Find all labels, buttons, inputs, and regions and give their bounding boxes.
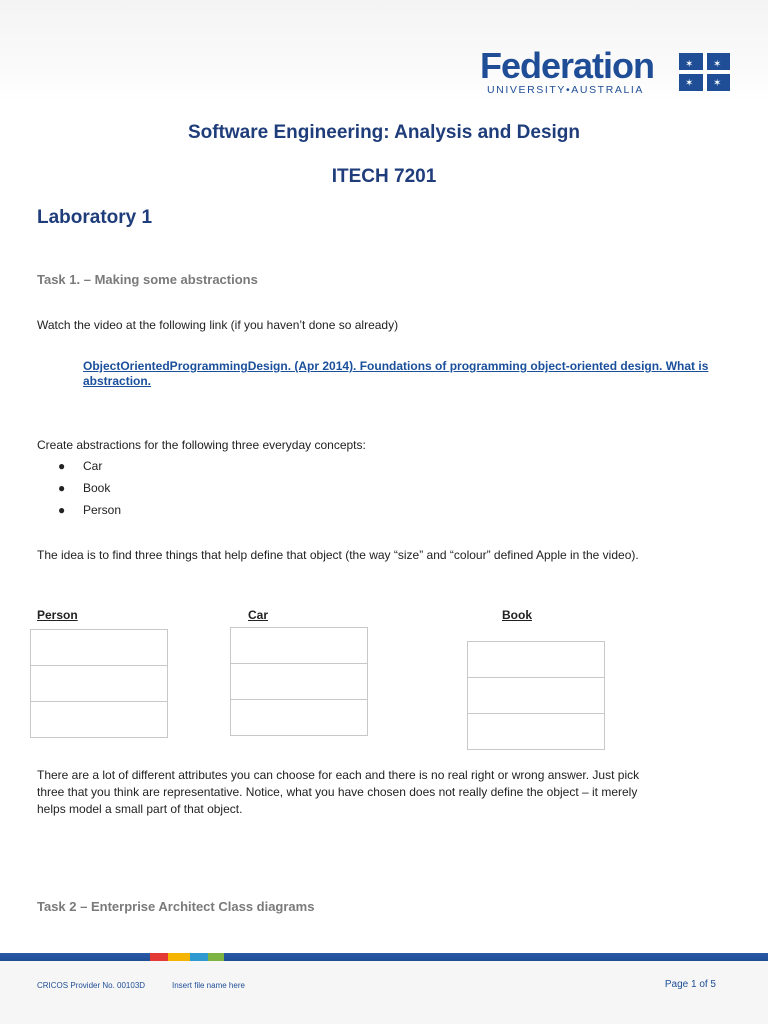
attribute-cell[interactable]: [468, 714, 604, 749]
bullet-icon: ●: [58, 503, 66, 517]
footer-accent: [168, 953, 190, 961]
svg-text:✶: ✶: [685, 78, 694, 89]
course-code: ITECH 7201: [331, 166, 437, 187]
person-column-label: Person: [37, 608, 78, 622]
footer-accent: [208, 953, 224, 961]
svg-text:✶: ✶: [713, 59, 722, 70]
file-name-placeholder: Insert file name here: [172, 981, 245, 990]
idea-paragraph: The idea is to find three things that help define that object (the way “size” and “colour” defined Apple in the video).: [37, 548, 639, 562]
attribute-cell[interactable]: [31, 702, 167, 737]
logo-wordmark: Federation: [480, 45, 655, 86]
svg-text:✶: ✶: [685, 59, 694, 70]
page-number: Page 1 of 5: [664, 979, 716, 990]
cricos-number: CRICOS Provider No. 00103D: [37, 981, 146, 990]
book-column-label: Book: [502, 608, 532, 622]
attribute-cell[interactable]: [231, 664, 367, 700]
book-attributes-table: [467, 641, 605, 750]
svg-text:✶: ✶: [713, 78, 722, 89]
footer-band: [0, 961, 768, 1024]
task1-intro: Watch the video at the following link (if you haven’t done so already): [37, 318, 399, 332]
footer-accent: [190, 953, 208, 961]
logo-flag-icon: [679, 53, 730, 91]
car-column-label: Car: [248, 608, 269, 622]
attribute-cell[interactable]: [468, 678, 604, 714]
concepts-intro: Create abstractions for the following three everyday concepts:: [37, 438, 366, 452]
attribute-cell[interactable]: [31, 666, 167, 702]
attributes-note: There are a lot of different attributes you can choose for each and there is no real right or wrong answer. Just pick three that you think are representative. Notice, what you have chosen does not really define the object – it merely helps model a small part of that object.: [37, 768, 640, 816]
video-reference-link[interactable]: ObjectOrientedProgrammingDesign. (Apr 2014). Foundations of programming object-oriented design. What is abstraction.: [83, 359, 709, 388]
footer-bar: [0, 953, 768, 961]
footer-accent: [150, 953, 168, 961]
attribute-cell[interactable]: [231, 628, 367, 664]
logo-subtitle: UNIVERSITY•AUSTRALIA: [487, 84, 645, 96]
attribute-cell[interactable]: [31, 630, 167, 666]
attribute-cell[interactable]: [468, 642, 604, 678]
car-attributes-table: [230, 627, 368, 736]
bullet-icon: ●: [58, 481, 66, 495]
person-attributes-table: [30, 629, 168, 738]
task2-heading: Task 2 – Enterprise Architect Class diagrams: [37, 899, 315, 914]
attribute-cell[interactable]: [231, 700, 367, 735]
lab-title: Laboratory 1: [37, 207, 153, 228]
task1-heading: Task 1. – Making some abstractions: [37, 272, 258, 287]
bullet-icon: ●: [58, 459, 66, 473]
document-title: Software Engineering: Analysis and Design: [187, 122, 581, 143]
